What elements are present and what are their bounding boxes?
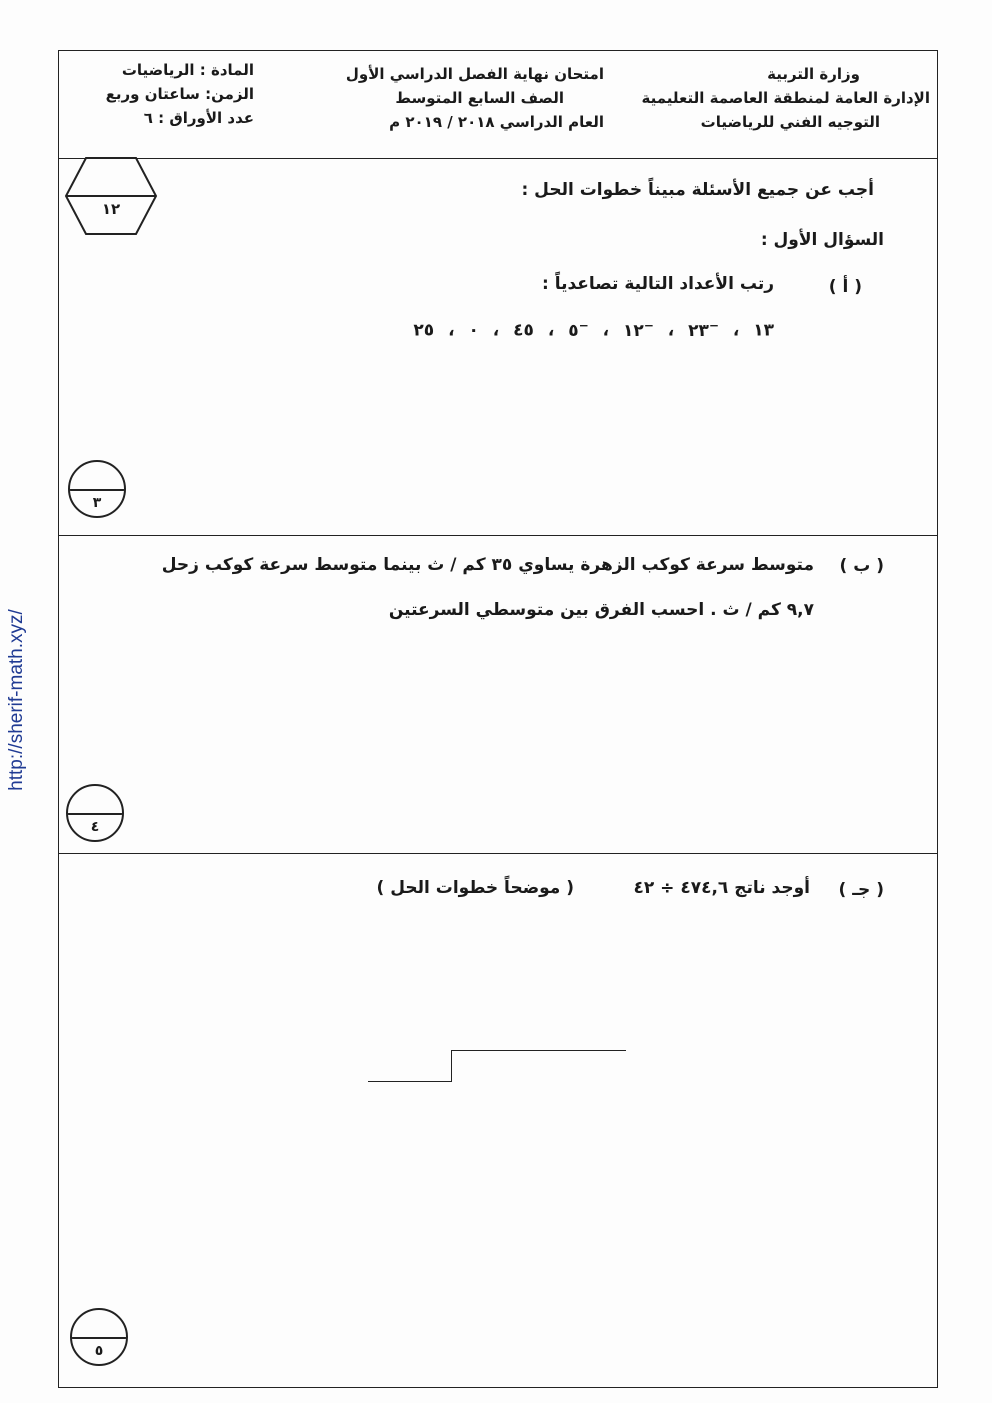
separator: ، bbox=[718, 320, 754, 341]
numbers-list bbox=[413, 318, 774, 341]
part-a-text: رتب الأعداد التالية تصاعدياً : bbox=[542, 274, 774, 294]
division-bracket-top bbox=[452, 1050, 626, 1051]
part-c-score-circle bbox=[70, 1308, 128, 1366]
part-a-score-circle bbox=[68, 460, 126, 518]
part-b-score: ٤ bbox=[90, 819, 100, 835]
negative-sign: − bbox=[643, 318, 654, 332]
number-item bbox=[413, 321, 434, 341]
separator: ، bbox=[588, 320, 623, 341]
part-c-label: ( جـ ) bbox=[838, 880, 884, 900]
number-item bbox=[468, 321, 478, 341]
part-a-label: ( أ ) bbox=[828, 277, 862, 297]
number-value: ٠ bbox=[468, 320, 479, 341]
part-c-note: ( موضحاً خطوات الحل ) bbox=[376, 878, 574, 898]
negative-sign: − bbox=[578, 318, 589, 332]
number-value: ٢٥ bbox=[413, 320, 435, 341]
number-item bbox=[568, 318, 589, 341]
page-count: عدد الأوراق : ٦ bbox=[143, 109, 254, 127]
separator: ، bbox=[653, 320, 689, 341]
separator: ، bbox=[533, 320, 569, 341]
number-item bbox=[688, 318, 719, 341]
part-b-label: ( ب ) bbox=[839, 556, 884, 576]
negative-sign: − bbox=[708, 318, 719, 332]
duration: الزمن: ساعتان وربع bbox=[105, 85, 254, 103]
watermark-text: http://sherif-math.xyz/ bbox=[6, 609, 27, 791]
total-score-value: ١٢ bbox=[101, 200, 121, 218]
academic-year: العام الدراسي ٢٠١٨ / ٢٠١٩ م bbox=[389, 113, 604, 131]
math-supervision: التوجيه الفني للرياضيات bbox=[700, 113, 880, 131]
part-a-score: ٣ bbox=[92, 495, 102, 511]
number-value: ١٣ bbox=[753, 320, 774, 341]
number-value: ٤٥ bbox=[513, 320, 534, 341]
exam-title: امتحان نهاية الفصل الدراسي الأول bbox=[345, 65, 604, 83]
separator: ، bbox=[434, 320, 469, 341]
number-value: ٥ bbox=[568, 320, 579, 341]
ministry-name: وزارة التربية bbox=[767, 65, 860, 83]
subject: المادة : الرياضيات bbox=[121, 61, 254, 79]
directorate-name: الإدارة العامة لمنطقة العاصمة التعليمية bbox=[641, 89, 930, 107]
number-value: ٢٣ bbox=[688, 320, 709, 341]
number-value: ١٢ bbox=[622, 320, 644, 341]
exam-frame bbox=[58, 50, 938, 1388]
instructions: أجب عن جميع الأسئلة مبيناً خطوات الحل : bbox=[521, 180, 874, 200]
number-item bbox=[513, 321, 534, 341]
header-exam-info bbox=[324, 62, 604, 134]
division-bracket-bottom bbox=[368, 1081, 452, 1082]
section-divider-a bbox=[58, 535, 938, 536]
separator: ، bbox=[478, 320, 514, 341]
part-b-score-circle bbox=[66, 784, 124, 842]
website-watermark[interactable] bbox=[2, 570, 32, 830]
header-divider bbox=[58, 158, 938, 159]
number-item bbox=[753, 321, 774, 341]
part-b-line1: متوسط سرعة كوكب الزهرة يساوي ٣٥ كم / ث بينما متوسط سرعة كوكب زحل bbox=[161, 555, 814, 575]
grade-level: الصف السابع المتوسط bbox=[395, 89, 564, 107]
question1-title: السؤال الأول : bbox=[760, 230, 884, 250]
part-b-line2: ٩,٧ كم / ث . احسب الفرق بين متوسطي السرعتين bbox=[388, 600, 814, 620]
division-bracket-side bbox=[451, 1050, 452, 1082]
header-subject-info bbox=[84, 58, 254, 130]
hexagon-shape bbox=[64, 156, 158, 236]
part-c-text: أوجد ناتج ٤٧٤,٦ ÷ ٤٢ bbox=[633, 878, 810, 898]
section-divider-b bbox=[58, 853, 938, 854]
number-item bbox=[622, 318, 654, 341]
total-score-hexagon bbox=[64, 156, 158, 236]
part-c-score: ٥ bbox=[94, 1343, 104, 1359]
header-ministry bbox=[640, 62, 930, 134]
